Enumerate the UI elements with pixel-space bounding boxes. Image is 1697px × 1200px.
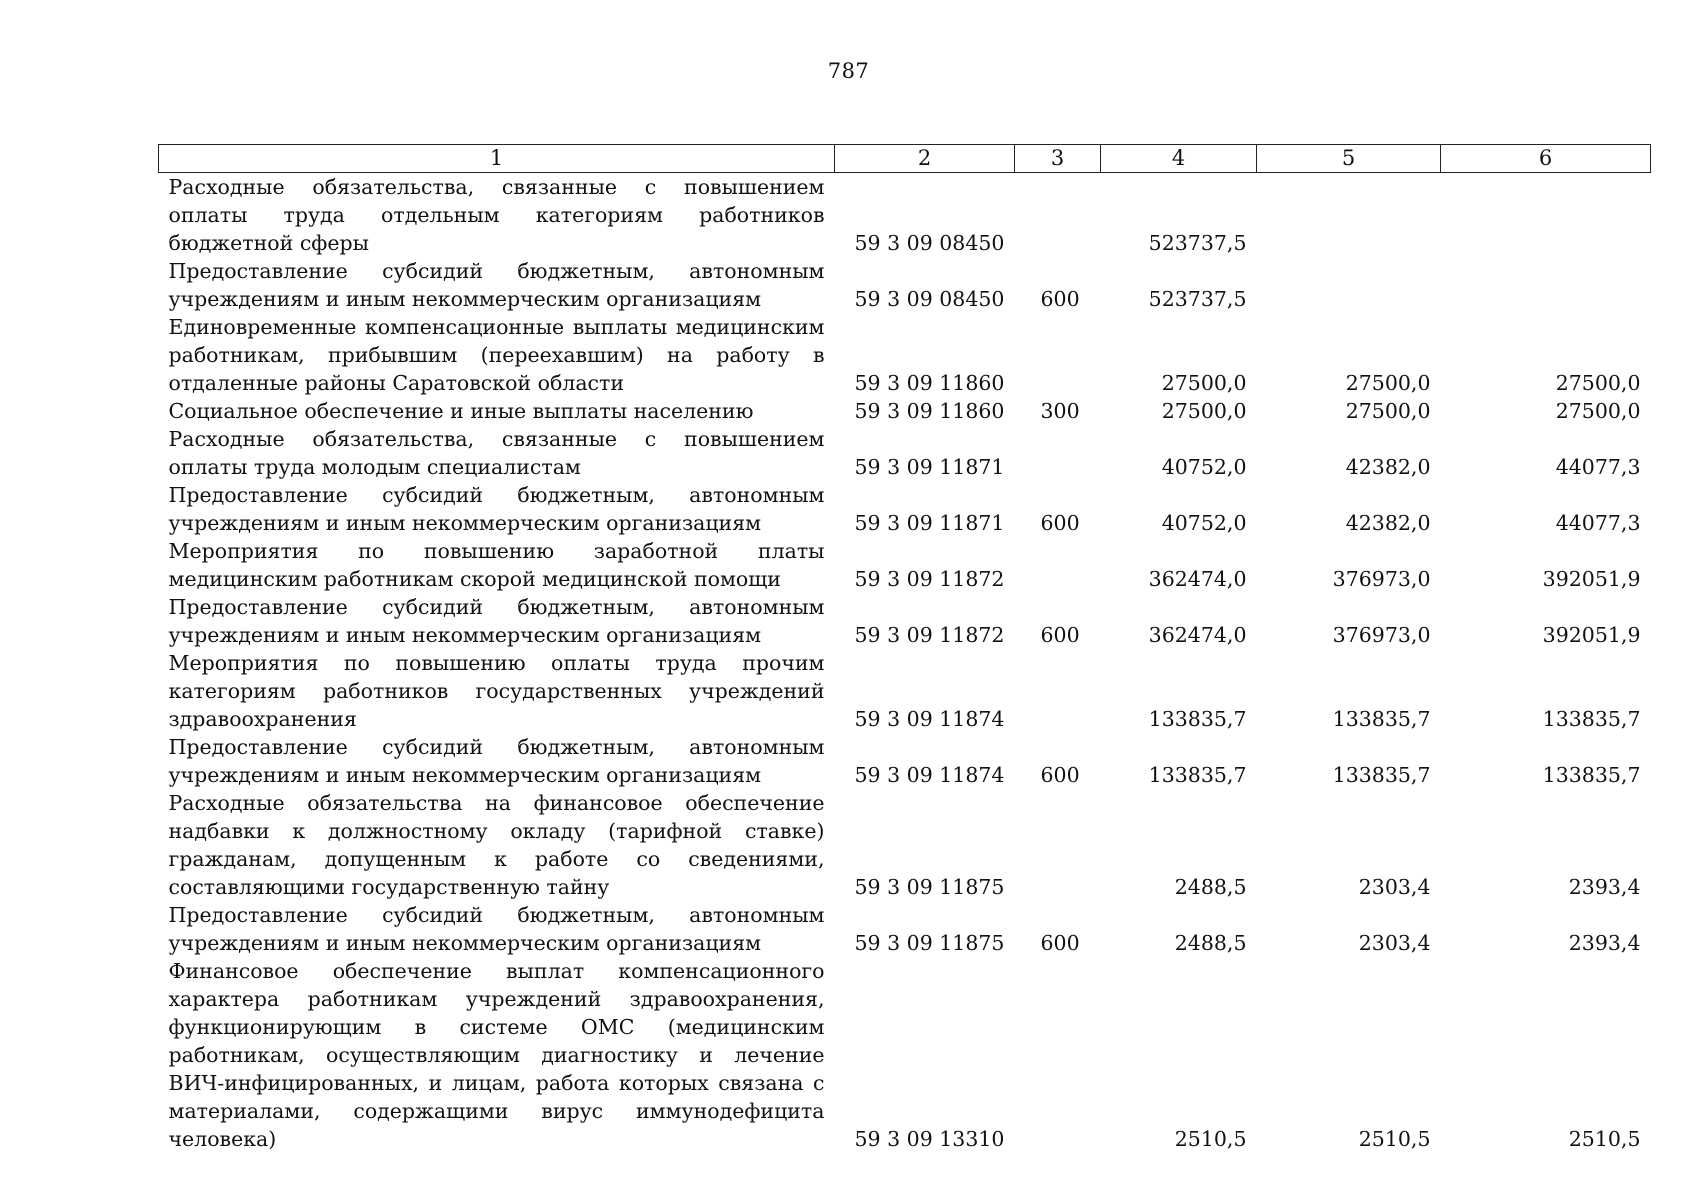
row-code-cell: 59 3 09 08450 <box>854 231 1005 255</box>
row-name-cell: Расходные обязательства, связанные с повышением оплаты труда отдельным категориям работников бюджетной сферы <box>168 175 825 255</box>
row-expense-type-cell <box>1015 537 1101 593</box>
row-name-cell: Предоставление субсидий бюджетным, автономным учреждениям и иным некоммерческим организациям <box>168 259 825 311</box>
row-value-col5-cell: 133835,7 <box>1332 763 1431 787</box>
row-value-col4-cell: 40752,0 <box>1161 455 1247 479</box>
row-value-col6-cell: 133835,7 <box>1542 763 1641 787</box>
row-expense-type-cell: 600 <box>1040 931 1080 955</box>
row-value-col5-cell: 42382,0 <box>1345 511 1431 535</box>
row-value-col6-cell: 2393,4 <box>1568 875 1641 899</box>
header-cell-6: 6 <box>1441 145 1651 173</box>
row-value-col5-cell: 376973,0 <box>1332 623 1431 647</box>
row-value-col5-cell: 2303,4 <box>1358 875 1431 899</box>
table-row <box>159 173 1651 258</box>
row-value-col6-cell: 392051,9 <box>1542 567 1641 591</box>
row-value-col4-cell: 523737,5 <box>1148 231 1247 255</box>
row-code-cell: 59 3 09 11874 <box>854 707 1005 731</box>
row-value-col5-cell: 27500,0 <box>1345 371 1431 395</box>
row-name-cell: Мероприятия по повышению заработной платы медицинским работникам скорой медицинской помощи <box>168 539 825 591</box>
row-value-col6-cell: 27500,0 <box>1555 371 1641 395</box>
row-value-col5-cell: 2510,5 <box>1358 1127 1431 1151</box>
header-cell-3: 3 <box>1015 145 1101 173</box>
row-name-cell: Мероприятия по повышению оплаты труда прочим категориям работников государственных учреждений здравоохранения <box>168 651 825 731</box>
row-expense-type-cell: 600 <box>1040 511 1080 535</box>
table-row <box>159 789 1651 901</box>
row-value-col4-cell: 362474,0 <box>1148 623 1247 647</box>
table-body <box>159 173 1651 1154</box>
row-code-cell: 59 3 09 11860 <box>854 371 1005 395</box>
row-value-col6-cell: 2393,4 <box>1568 931 1641 955</box>
row-value-col4-cell: 133835,7 <box>1148 707 1247 731</box>
row-value-col4-cell: 27500,0 <box>1161 399 1247 423</box>
row-value-col4-cell: 2510,5 <box>1174 1127 1247 1151</box>
header-cell-4: 4 <box>1101 145 1257 173</box>
row-name-cell: Финансовое обеспечение выплат компенсационного характера работникам учреждений здравоохранения, функционирующим в системе ОМС (медицинским работникам, осуществляющим диагностику и лечение ВИЧ-инфицированных, и лицам, работа которых связана с материалами, содержащими вирус иммунодефицита человека) <box>168 959 825 1151</box>
row-value-col6-cell: 44077,3 <box>1555 455 1641 479</box>
row-value-col4-cell: 2488,5 <box>1174 931 1247 955</box>
row-value-col6-cell: 392051,9 <box>1542 623 1641 647</box>
row-value-col6-cell: 44077,3 <box>1555 511 1641 535</box>
row-name-cell: Предоставление субсидий бюджетным, автономным учреждениям и иным некоммерческим организациям <box>168 595 825 647</box>
row-expense-type-cell <box>1015 789 1101 901</box>
budget-table <box>158 144 1651 1153</box>
table-row <box>159 901 1651 957</box>
row-code-cell: 59 3 09 11860 <box>854 399 1005 423</box>
row-value-col6-cell <box>1441 257 1651 313</box>
table-row <box>159 397 1651 425</box>
row-value-col4-cell: 27500,0 <box>1161 371 1247 395</box>
row-name-cell: Расходные обязательства на финансовое обеспечение надбавки к должностному окладу (тарифной ставке) гражданам, допущенным к работе со сведениями, составляющими государственную тайну <box>168 791 825 899</box>
header-cell-2: 2 <box>835 145 1015 173</box>
row-value-col6-cell: 2510,5 <box>1568 1127 1641 1151</box>
table-row <box>159 481 1651 537</box>
page-number: 787 <box>827 59 870 83</box>
row-code-cell: 59 3 09 11871 <box>854 511 1005 535</box>
row-value-col5-cell <box>1257 257 1441 313</box>
row-value-col4-cell: 133835,7 <box>1148 763 1247 787</box>
row-value-col5-cell: 376973,0 <box>1332 567 1431 591</box>
row-expense-type-cell <box>1015 173 1101 258</box>
row-value-col5-cell: 42382,0 <box>1345 455 1431 479</box>
row-code-cell: 59 3 09 11874 <box>854 763 1005 787</box>
row-code-cell: 59 3 09 11875 <box>854 875 1005 899</box>
row-code-cell: 59 3 09 11871 <box>854 455 1005 479</box>
row-value-col6-cell: 133835,7 <box>1542 707 1641 731</box>
row-expense-type-cell <box>1015 649 1101 733</box>
row-expense-type-cell: 600 <box>1040 763 1080 787</box>
row-code-cell: 59 3 09 13310 <box>854 1127 1005 1151</box>
row-name-cell: Предоставление субсидий бюджетным, автономным учреждениям и иным некоммерческим организациям <box>168 483 825 535</box>
row-code-cell: 59 3 09 11872 <box>854 623 1005 647</box>
row-expense-type-cell <box>1015 957 1101 1153</box>
row-value-col4-cell: 40752,0 <box>1161 511 1247 535</box>
row-expense-type-cell: 600 <box>1040 287 1080 311</box>
table-row <box>159 257 1651 313</box>
row-value-col6-cell: 27500,0 <box>1555 399 1641 423</box>
row-name-cell: Расходные обязательства, связанные с повышением оплаты труда молодым специалистам <box>168 427 825 479</box>
table-header <box>159 145 1651 173</box>
table-row <box>159 649 1651 733</box>
row-name-cell: Социальное обеспечение и иные выплаты населению <box>168 399 754 423</box>
row-value-col5-cell <box>1257 173 1441 258</box>
row-expense-type-cell: 300 <box>1040 399 1080 423</box>
row-expense-type-cell: 600 <box>1040 623 1080 647</box>
row-value-col6-cell <box>1441 173 1651 258</box>
header-cell-5: 5 <box>1257 145 1441 173</box>
row-value-col5-cell: 2303,4 <box>1358 931 1431 955</box>
row-code-cell: 59 3 09 11872 <box>854 567 1005 591</box>
table-row <box>159 957 1651 1153</box>
row-expense-type-cell <box>1015 313 1101 397</box>
row-value-col4-cell: 2488,5 <box>1174 875 1247 899</box>
header-row <box>159 145 1651 173</box>
row-expense-type-cell <box>1015 425 1101 481</box>
row-code-cell: 59 3 09 11875 <box>854 931 1005 955</box>
row-value-col5-cell: 133835,7 <box>1332 707 1431 731</box>
row-value-col5-cell: 27500,0 <box>1345 399 1431 423</box>
row-name-cell: Предоставление субсидий бюджетным, автономным учреждениям и иным некоммерческим организациям <box>168 735 825 787</box>
row-name-cell: Предоставление субсидий бюджетным, автономным учреждениям и иным некоммерческим организациям <box>168 903 825 955</box>
header-cell-1: 1 <box>159 145 835 173</box>
table-row <box>159 733 1651 789</box>
row-code-cell: 59 3 09 08450 <box>854 287 1005 311</box>
row-value-col4-cell: 362474,0 <box>1148 567 1247 591</box>
table-row <box>159 537 1651 593</box>
table-row <box>159 593 1651 649</box>
table-row <box>159 313 1651 397</box>
row-name-cell: Единовременные компенсационные выплаты медицинским работникам, прибывшим (переехавшим) на работу в отдаленные районы Саратовской области <box>168 315 825 395</box>
table-row <box>159 425 1651 481</box>
row-value-col4-cell: 523737,5 <box>1148 287 1247 311</box>
